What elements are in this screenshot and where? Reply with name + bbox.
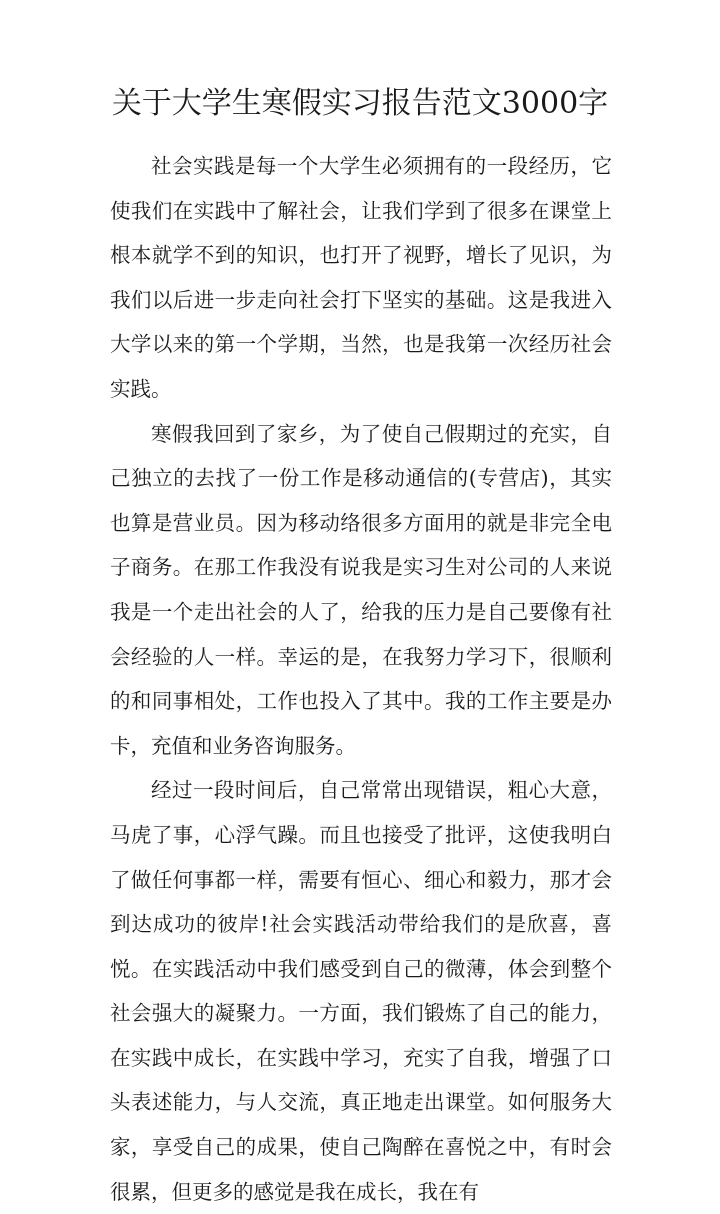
document-title: 关于大学生寒假实习报告范文3000字: [111, 86, 609, 121]
document-body: [110, 144, 612, 1214]
paragraph-2: 寒假我回到了家乡，为了使自己假期过的充实，自己独立的去找了一份工作是移动通信的(专营店)，其实也算是营业员。因为移动络很多方面用的就是非完全电子商务。在那工作我没有说我是实习生对公司的人来说我是一个走出社会的人了，给我的压力是自己要像有社会经验的人一样。幸运的是，在我努力学习下，很顺利的和同事相处，工作也投入了其中。我的工作主要是办卡，充值和业务咨询服务。: [110, 421, 612, 758]
paragraph-3: 经过一段时间后，自己常常出现错误，粗心大意，马虎了事，心浮气躁。而且也接受了批评，这使我明白了做任何事都一样，需要有恒心、细心和毅力，那才会到达成功的彼岸!社会实践活动带给我们的是欣喜，喜悦。在实践活动中我们感受到自己的微薄，体会到整个社会强大的凝聚力。一方面，我们锻炼了自己的能力，在实践中成长，在实践中学习，充实了自我，增强了口头表述能力，与人交流，真正地走出课堂。如何服务大家，享受自己的成果，使自己陶醉在喜悦之中，有时会很累，但更多的感觉是我在成长，我在有: [110, 778, 612, 1204]
paragraph-1: 社会实践是每一个大学生必须拥有的一段经历，它使我们在实践中了解社会，让我们学到了很多在课堂上根本就学不到的知识，也打开了视野，增长了见识，为我们以后进一步走向社会打下坚实的基础。这是我进入大学以来的第一个学期，当然，也是我第一次经历社会实践。: [110, 154, 612, 401]
